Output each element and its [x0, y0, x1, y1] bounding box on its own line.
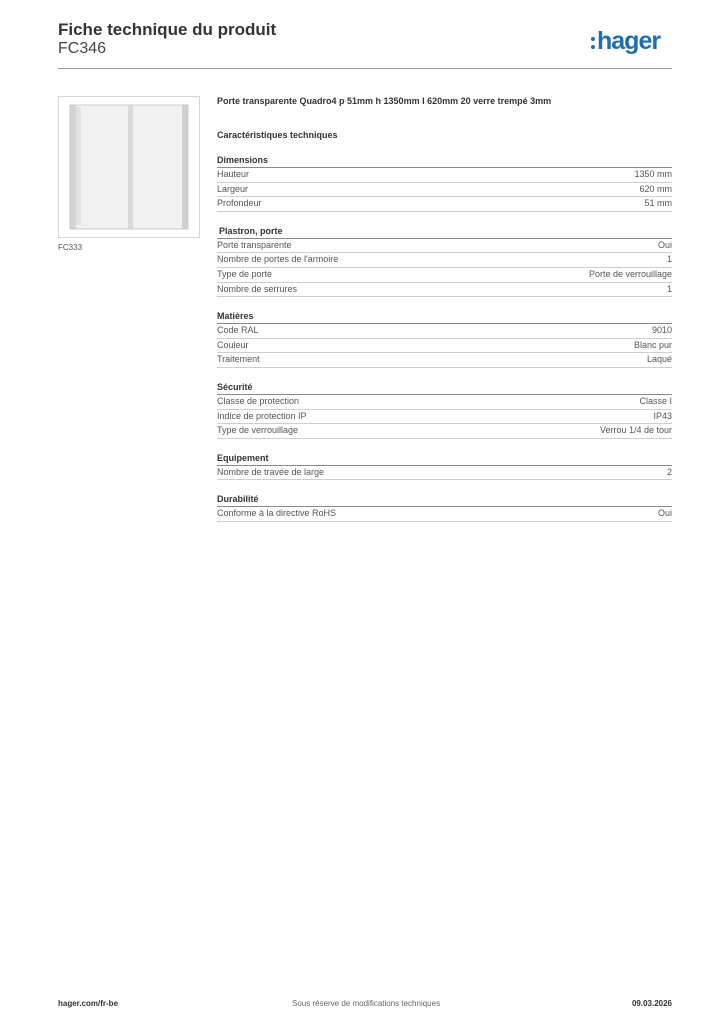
spec-row: [217, 466, 672, 481]
image-caption: FC333: [58, 243, 83, 252]
spec-row: [217, 353, 672, 368]
spec-content: [217, 94, 672, 522]
spec-value: 2: [666, 466, 672, 477]
spec-label: Hauteur: [217, 169, 250, 179]
spec-value: 620 mm: [639, 183, 672, 194]
spec-row: [217, 239, 672, 254]
spec-row: [217, 168, 672, 183]
spec-section-dimensions: [217, 153, 672, 212]
spec-label: Largeur: [217, 183, 249, 194]
spec-value: Verrou 1/4 de tour: [599, 425, 672, 436]
spec-value: 1350 mm: [634, 169, 672, 179]
hager-logo[interactable]: [591, 27, 660, 56]
product-code: FC346: [58, 40, 107, 57]
spec-label: Porte transparente: [217, 239, 292, 250]
spec-row: [217, 339, 672, 354]
section-title: Dimensions: [217, 153, 672, 168]
spec-row: [217, 507, 672, 522]
spec-row: [217, 283, 672, 298]
spec-row: [217, 410, 672, 425]
spec-value: Oui: [657, 508, 672, 519]
spec-value: Blanc pur: [633, 339, 672, 350]
spec-section-durability: [217, 492, 672, 522]
spec-value: Classe I: [639, 395, 672, 406]
spec-value: 51 mm: [644, 198, 672, 209]
cabinet-door-image: [59, 97, 199, 237]
product-image: [58, 96, 200, 238]
spec-value: IP43: [653, 410, 672, 421]
spec-row: [217, 183, 672, 198]
spec-label: Profondeur: [217, 198, 262, 209]
spec-section-security: [217, 380, 672, 439]
spec-label: Nombre de serrures: [217, 283, 298, 294]
product-description: Porte transparente Quadro4 p 51mm h 1350mm l 620mm 20 verre trempé 3mm: [217, 96, 552, 106]
spec-section-plastron: [217, 224, 672, 297]
spec-value: 9010: [651, 325, 672, 336]
header-divider: [58, 68, 672, 69]
logo-text: hager: [597, 27, 661, 55]
spec-value: 1: [666, 283, 672, 294]
section-title: Equipement: [217, 451, 672, 466]
spec-row: [217, 395, 672, 410]
spec-row: [217, 197, 672, 212]
spec-value: Laqué: [646, 354, 672, 365]
spec-row: [217, 268, 672, 283]
spec-label: Type de verrouillage: [217, 425, 299, 436]
spec-label: Classe de protection: [217, 395, 300, 406]
spec-label: Nombre de travée de large: [217, 466, 325, 477]
spec-label: Indice de protection IP: [217, 410, 307, 421]
spec-label: Type de porte: [217, 268, 273, 279]
section-title: Durabilité: [217, 492, 672, 507]
footer-website-link[interactable]: hager.com/fr-be: [58, 999, 119, 1008]
spec-row: [217, 424, 672, 439]
spec-label: Conforme à la directive RoHS: [217, 508, 337, 519]
spec-row: [217, 324, 672, 339]
spec-value: Oui: [657, 239, 672, 250]
logo-colon-icon: [591, 37, 595, 49]
spec-value: Porte de verrouillage: [588, 268, 672, 279]
spec-value: 1: [666, 254, 672, 265]
spec-section-equipment: [217, 451, 672, 481]
footer-date: 09.03.2026: [631, 999, 672, 1008]
section-title: Sécurité: [217, 380, 672, 395]
spec-label: Nombre de portes de l'armoire: [217, 254, 339, 265]
spec-label: Traitement: [217, 354, 260, 365]
page-title: Fiche technique du produit: [58, 20, 277, 39]
spec-label: Couleur: [217, 339, 249, 350]
section-title: Matières: [217, 309, 672, 324]
section-title: Plastron, porte: [217, 224, 672, 239]
spec-row: [217, 253, 672, 268]
technical-characteristics-title: Caractéristiques techniques: [217, 130, 338, 140]
spec-section-materials: [217, 309, 672, 368]
footer-disclaimer: Sous réserve de modifications techniques: [292, 999, 441, 1008]
spec-label: Code RAL: [217, 325, 259, 336]
